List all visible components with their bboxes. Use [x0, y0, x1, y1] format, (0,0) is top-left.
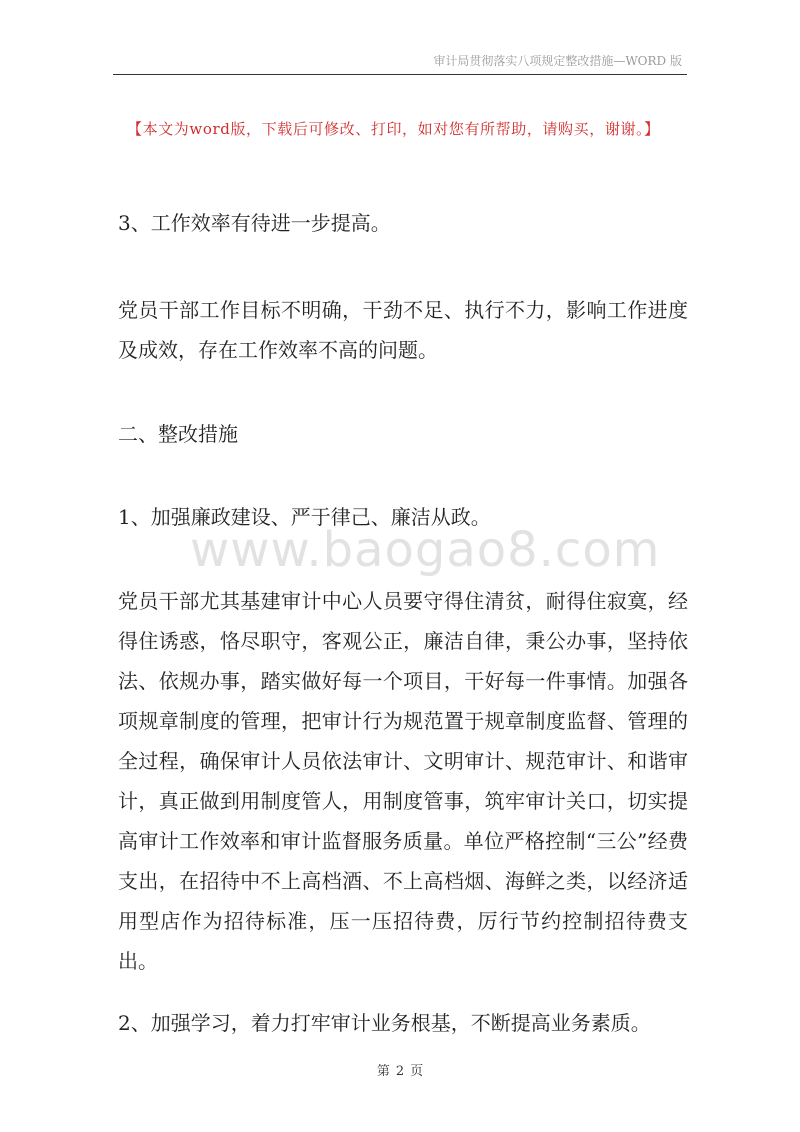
page-number-suffix: 页: [410, 1064, 424, 1079]
paragraph-efficiency-detail: 党员干部工作目标不明确，干劲不足、执行不力，影响工作进度及成效，存在工作效率不高的问题。: [118, 298, 688, 362]
page-number-prefix: 第: [376, 1064, 390, 1079]
paragraph-efficiency-heading: 3、工作效率有待进一步提高。: [118, 211, 391, 235]
page-number: 2: [395, 1064, 405, 1079]
paragraph-integrity-heading: 1、加强廉政建设、严于律己、廉洁从政。: [118, 505, 491, 529]
page-header-title: 审计局贯彻落实八项规定整改措施—WORD 版: [433, 54, 682, 68]
paragraph-study-heading: 2、加强学习，着力打牢审计业务根基，不断提高业务素质。: [118, 1011, 651, 1035]
section-heading-rectification: 二、整改措施: [118, 422, 238, 446]
paragraph-integrity-detail: 党员干部尤其基建审计中心人员要守得住清贫，耐得住寂寞，经得住诱惑，恪尽职守，客观公正，廉洁自律，秉公办事，坚持依法、依规办事，踏实做好每一个项目，干好每一件事情。加强各项规章制度的管理，把审计行为规范置于规章制度监督、管理的全过程，确保审计人员依法审计、文明审计、规范审计、和谐审计，真正做到用制度管人，用制度管事，筑牢审计关口，切实提高审计工作效率和审计监督服务质量。单位严格控制“三公”经费支出，在招待中不上高档酒、不上高档烟、海鲜之类，以经济适用型店作为招待标准，压一压招待费，厉行节约控制招待费支出。: [118, 589, 688, 973]
header-rule: [113, 74, 687, 75]
watermark: www.baogao8.com: [190, 522, 661, 578]
purchase-notice: 【本文为word版，下载后可修改、打印，如对您有所帮助，请购买，谢谢。】: [127, 120, 660, 138]
page-footer: [0, 1060, 800, 1079]
